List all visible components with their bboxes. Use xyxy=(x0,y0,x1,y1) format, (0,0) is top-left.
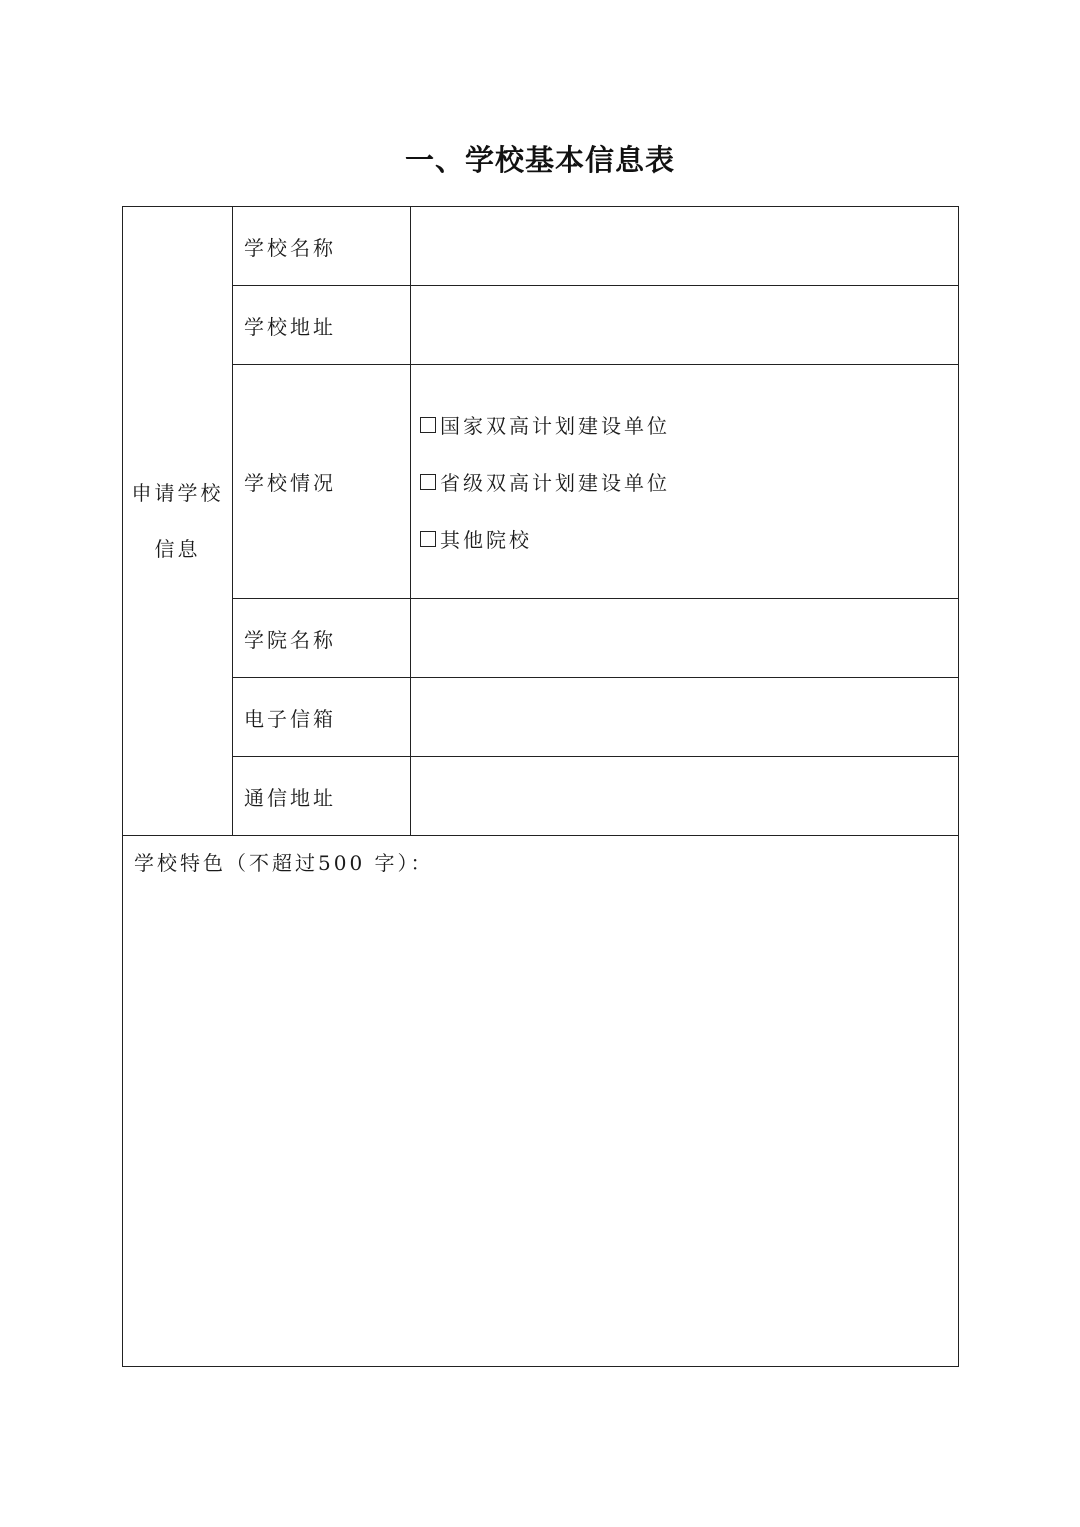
school-address-field[interactable] xyxy=(411,286,959,365)
school-features-field[interactable] xyxy=(123,836,959,1367)
school-name-field[interactable] xyxy=(411,207,959,286)
table-row-school-address xyxy=(123,286,959,365)
school-status-label: 学校情况 xyxy=(233,365,411,599)
status-option-provincial[interactable] xyxy=(420,453,958,510)
status-option-national-label: 国家双高计划建设单位 xyxy=(440,414,670,438)
group-label-line1: 申请学校 xyxy=(131,481,224,505)
status-option-other-label: 其他院校 xyxy=(440,528,532,552)
group-label-line2: 信息 xyxy=(154,537,201,561)
status-option-other[interactable] xyxy=(420,510,958,567)
table-row-school-status xyxy=(123,365,959,599)
table-row-college-name xyxy=(123,599,959,678)
status-option-provincial-label: 省级双高计划建设单位 xyxy=(440,471,670,495)
school-name-label: 学校名称 xyxy=(233,207,411,286)
email-field[interactable] xyxy=(411,678,959,757)
applicant-school-info-group xyxy=(123,207,233,836)
email-label: 电子信箱 xyxy=(233,678,411,757)
college-name-label: 学院名称 xyxy=(233,599,411,678)
table-row-school-name xyxy=(123,207,959,286)
school-address-label: 学校地址 xyxy=(233,286,411,365)
page-title: 一、学校基本信息表 xyxy=(404,143,675,177)
college-name-field[interactable] xyxy=(411,599,959,678)
school-status-field xyxy=(411,365,959,599)
table-row-school-features xyxy=(123,836,959,1367)
checkbox-national[interactable] xyxy=(420,417,436,433)
status-option-national[interactable] xyxy=(420,396,958,453)
mailing-address-label: 通信地址 xyxy=(233,757,411,836)
school-status-options xyxy=(411,396,958,567)
mailing-address-field[interactable] xyxy=(411,757,959,836)
school-features-label: 学校特色（不超过500 字）： xyxy=(134,851,434,875)
table-row-email xyxy=(123,678,959,757)
checkbox-other[interactable] xyxy=(420,531,436,547)
checkbox-provincial[interactable] xyxy=(420,474,436,490)
school-info-table xyxy=(122,206,959,1367)
table-row-mailing-address xyxy=(123,757,959,836)
